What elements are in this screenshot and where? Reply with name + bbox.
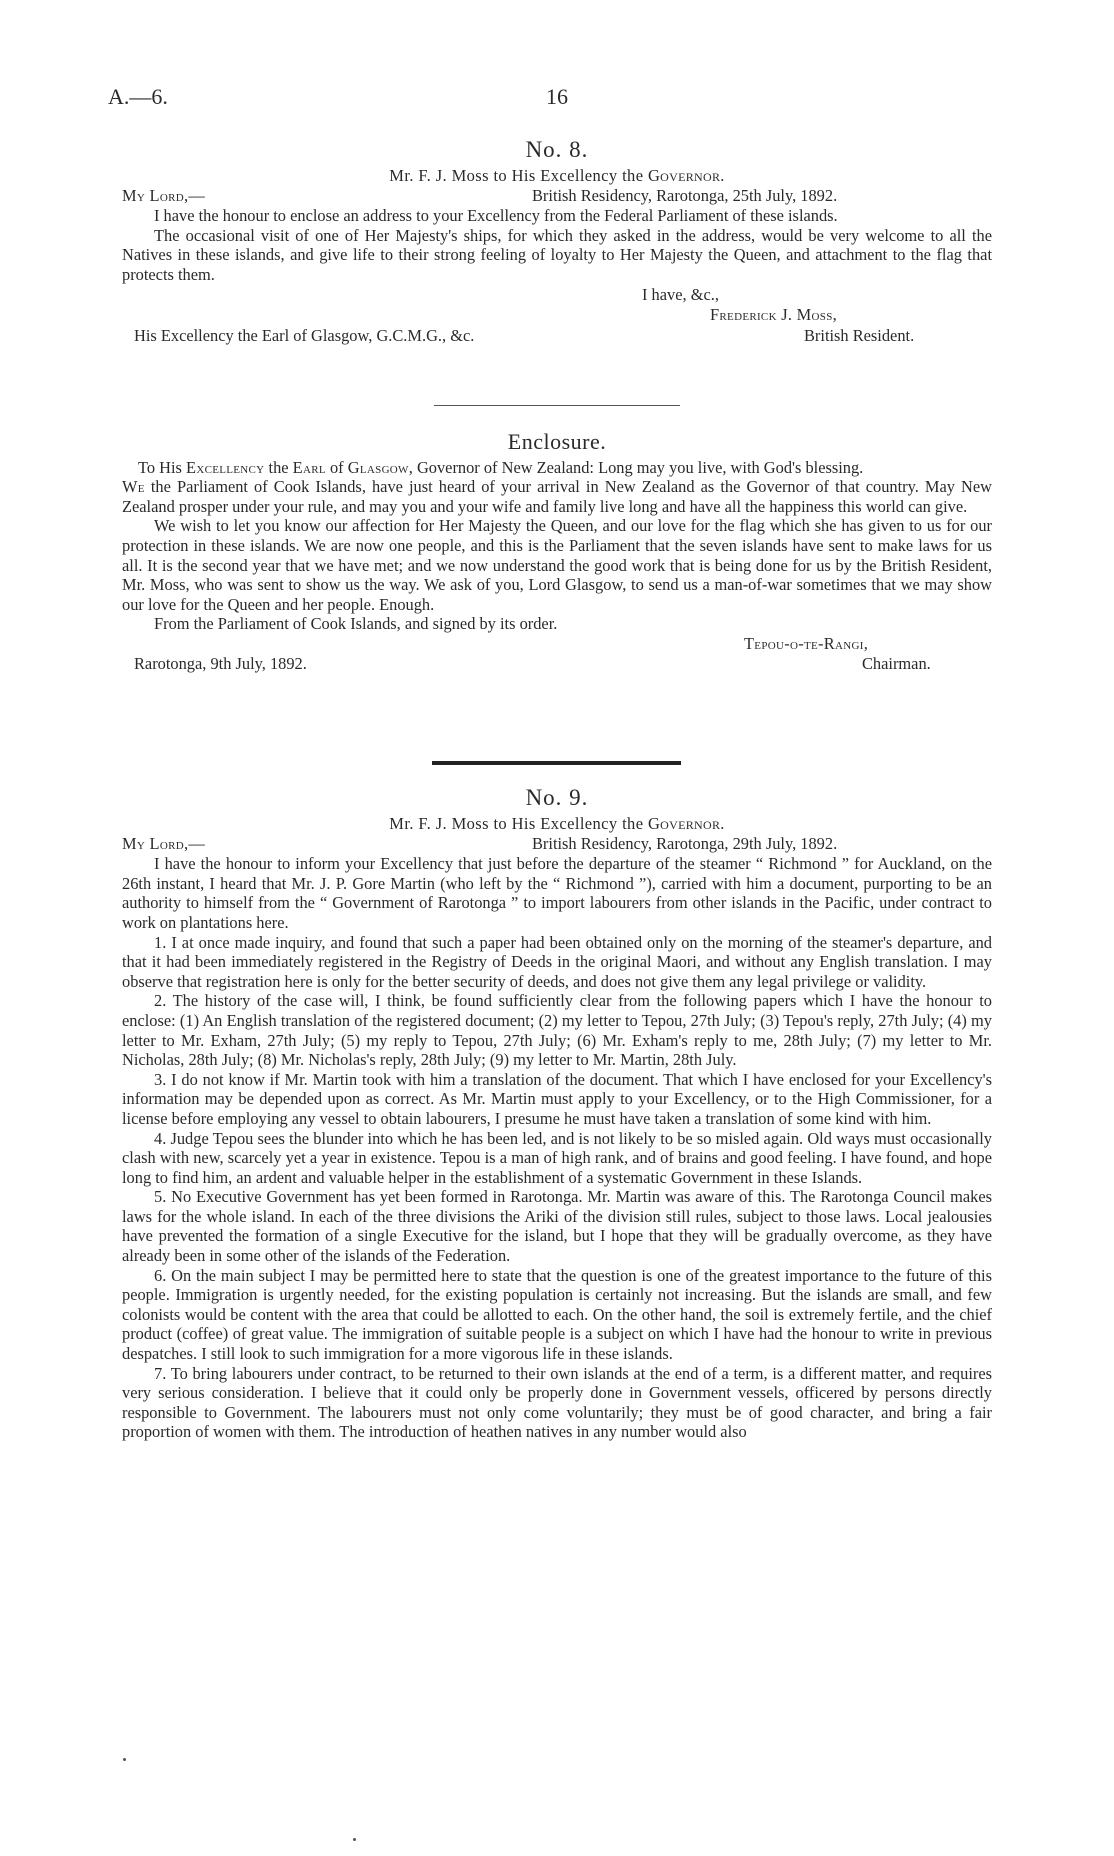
despatch-number: No. 9. [525, 785, 589, 810]
paragraph: 7. To bring labourers under contract, to be returned to their own islands at the end of a term, is a different matter, and requires very serious consideration. I believe that it could only be properly done in Government vessels, officered by persons directly responsible to Government. The labourers must not only come voluntarily; they must be of good character, and bring a fair proportion of women with them. The introduction of heathen natives in any number would also [122, 1363, 992, 1442]
section-divider [434, 405, 680, 406]
paragraph: I have the honour to inform your Excellency that just before the departure of the steamer “ Richmond ” for Auckland, on the 26th instant, I heard that Mr. J. P. Gore Martin (who left by the “ Richmond ”), carried with him a document, purporting to be an authority to himself from the “ Government of Rarotonga ” to import labourers from other islands in the Pacific, under contract to work on plantations here. [122, 854, 992, 932]
scan-speck [123, 1758, 126, 1761]
paper-reference: A.—6. [108, 84, 168, 109]
paragraph: We the Parliament of Cook Islands, have just heard of your arrival in New Zealand as the Governor of that country. May New Zealand prosper under your rule, and may you and your wife and family live long and have all the happiness this world can give. [122, 477, 992, 516]
paragraph: The occasional visit of one of Her Majesty's ships, for which they asked in the address, would be very welcome to all the Natives in these islands, and give life to their strong feeling of loyalty to Her Majesty the Queen, and attachment to the flag that protects them. [122, 225, 992, 284]
salutation: My Lord,— [122, 834, 206, 854]
signer-title: Chairman. [862, 653, 931, 673]
despatch-number: No. 8. [525, 137, 589, 162]
section-divider-thick [432, 761, 681, 765]
closing-line [122, 285, 992, 305]
scan-speck [353, 1838, 356, 1841]
enclosure [122, 429, 992, 674]
signer-line [122, 305, 992, 325]
despatch-subtitle: Mr. F. J. Moss to His Excellency the Governor. [389, 813, 725, 833]
paragraph: 6. On the main subject I may be permitted here to state that the question is one of the greatest importance to the future of this people. Immigration is urgently needed, for the existing population is certainly not increasing. But the islands are small, and few colonists would be content with the area that could be allotted to each. On the other hand, the soil is extremely fertile, and the chief product (coffee) of great value. The immigration of suitable people is a subject on which I have had the honour to write in previous despatches. I still look to such immigration for a more vigorous life in these islands. [122, 1265, 992, 1364]
place-date-line [122, 654, 992, 674]
salutation-line [122, 834, 992, 854]
paragraph: From the Parliament of Cook Islands, and signed by its order. [154, 614, 558, 634]
signer-line [122, 634, 992, 654]
signer-name: Frederick J. Moss, [710, 304, 838, 324]
addressee: His Excellency the Earl of Glasgow, G.C.M.G., &c. [134, 325, 475, 345]
paragraph: 5. No Executive Government has yet been formed in Rarotonga. Mr. Martin was aware of this. The Rarotonga Council makes laws for the whole island. In each of the three divisions the Ariki of the division still rules, subject to those laws. Local jealousies have prevented the formation of a single Executive for the island, but I hope that they will be gradually overcome, as they have already been in some other of the islands of the Federation. [122, 1187, 992, 1266]
signer-name: Tepou-o-te-Rangi, [744, 633, 869, 653]
page-number: 16 [546, 84, 568, 109]
addressee-line [122, 326, 992, 346]
place-date: British Residency, Rarotonga, 29th July, 1892. [532, 834, 838, 854]
page-header [108, 84, 1006, 114]
despatch-no-9 [122, 784, 992, 1442]
paragraph: 1. I at once made inquiry, and found that such a paper had been obtained only on the morning of the steamer's departure, and that it had been immediately registered in the Registry of Deeds in the original Maori, and without any English translation. I may observe that registration here is only for the better security of deeds, and does not give them any legal privilege or validity. [122, 932, 992, 991]
paragraph: 3. I do not know if Mr. Martin took with him a translation of the document. That which I have enclosed for your Excellency's information may be depended upon as correct. As Mr. Martin must apply to your Excellency, or to the High Commissioner, for a license before employing any vessel to obtain labourers, I presume he must have taken a translation of some kind with him. [122, 1069, 992, 1128]
despatch-subtitle: Mr. F. J. Moss to His Excellency the Governor. [389, 165, 725, 185]
paragraph: I have the honour to enclose an address to your Excellency from the Federal Parliament of these islands. [154, 206, 838, 226]
place-date: British Residency, Rarotonga, 25th July, 1892. [532, 186, 838, 206]
place-date: Rarotonga, 9th July, 1892. [134, 653, 307, 673]
paragraph: We wish to let you know our affection for Her Majesty the Queen, and our love for the flag which she has given to us for our protection in these islands. We are now one people, and this is the Parliament that the seven islands have sent to make laws for us all. It is the second year that we have met; and we now understand the good work that is being done for us by the British Resident, Mr. Moss, who was sent to show us the way. We ask of you, Lord Glasgow, to send us a man-of-war sometimes that we may show our love for the Queen and her people. Enough. [122, 516, 992, 614]
signer-title: British Resident. [804, 325, 915, 345]
salutation: My Lord,— [122, 186, 206, 206]
paragraph: 2. The history of the case will, I think, be found sufficiently clear from the following papers which I have the honour to enclose: (1) An English translation of the registered document; (2) my letter to Tepou, 27th July; (3) Tepou's reply, 27th July; (4) my letter to Mr. Exham, 27th July; (5) my reply to Tepou, 27th July; (6) Mr. Exham's reply to me, 28th July; (7) my letter to Mr. Nicholas, 28th July; (8) Mr. Nicholas's reply, 28th July; (9) my letter to Mr. Martin, 28th July. [122, 991, 992, 1070]
despatch-no-8 [122, 136, 992, 346]
closing: I have, &c., [642, 284, 719, 304]
salutation-line [122, 186, 992, 206]
paragraph: 4. Judge Tepou sees the blunder into which he has been led, and is not likely to be so misled again. Old ways must occasionally clash with new, scarcely yet a year in existence. Tepou is a man of high rank, and of brains and good feeling. I have found, and hope long to find him, an ardent and valuable helper in the establishment of a systematic Government in these Islands. [122, 1128, 992, 1187]
enclosure-heading: Enclosure. [507, 429, 607, 454]
enclosure-address: To His Excellency the Earl of Glasgow, Governor of New Zealand: Long may you live, with God's blessing. [138, 457, 864, 477]
